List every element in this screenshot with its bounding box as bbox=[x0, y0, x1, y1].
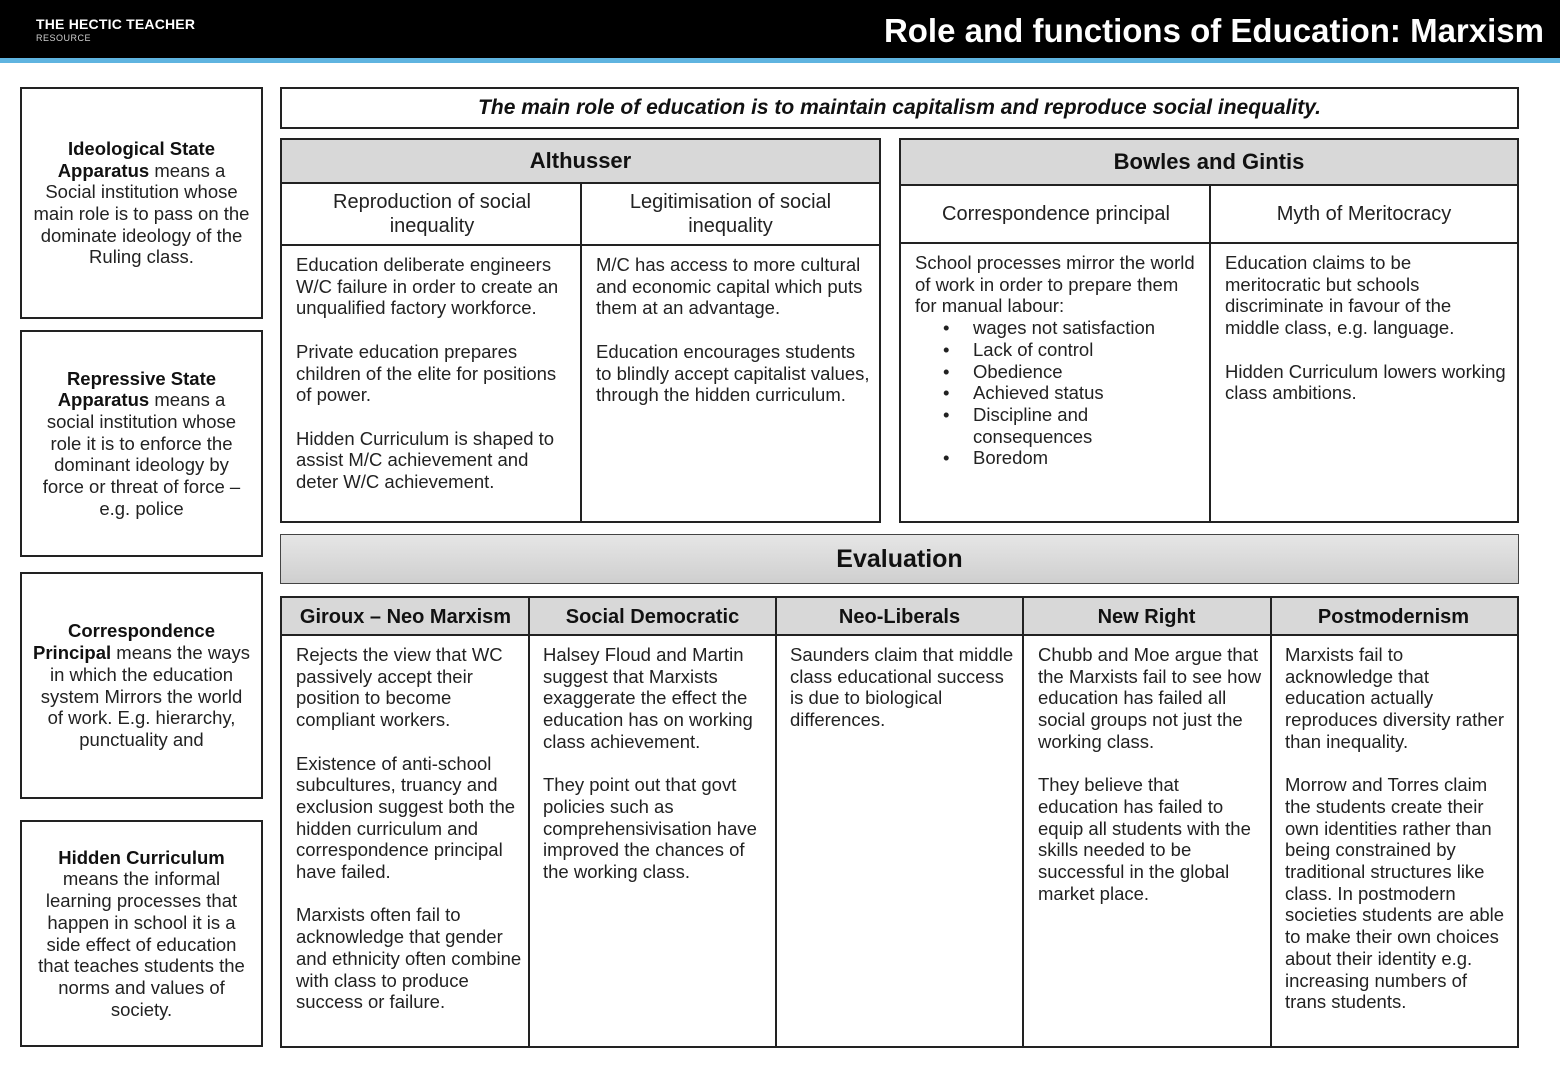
definition-body: means a social institution whose role it is to enforce the dominant ideology by force or threat of force – e.g. police bbox=[42, 389, 241, 519]
althusser-col1-header: Reproduction of social inequality bbox=[282, 184, 582, 246]
paragraph: Chubb and Moe argue that the Marxists fail to see how education has failed all social groups not just the working class. bbox=[1038, 644, 1262, 752]
paragraph: Marxists often fail to acknowledge that gender and ethnicity often combine with class to produce success or failure. bbox=[296, 904, 522, 1013]
definition-box-correspondence bbox=[20, 572, 263, 799]
paragraph: Marxists fail to acknowledge that education actually reproduces diversity rather than inequality. bbox=[1285, 644, 1505, 752]
definition-text bbox=[32, 847, 251, 1021]
eval-header-neo-liberals: Neo-Liberals bbox=[838, 605, 961, 628]
brand-logo bbox=[36, 17, 195, 43]
eval-text-postmodernism bbox=[1285, 644, 1511, 1013]
althusser-col1-text bbox=[296, 254, 574, 493]
definition-term: Ideological State Apparatus bbox=[57, 137, 215, 181]
bullet-item: • Achieved status bbox=[943, 382, 1203, 404]
definition-term: Correspondence Principal bbox=[33, 620, 215, 664]
definition-term: Repressive State Apparatus bbox=[57, 367, 217, 411]
paragraph: Hidden Curriculum is shaped to assist M/C achievement and deter W/C achievement. bbox=[296, 427, 555, 492]
eval-text-neo-liberals bbox=[790, 644, 1016, 731]
eval-header-social-democratic: Social Democratic bbox=[565, 605, 740, 628]
paragraph: Saunders claim that middle class educational success is due to biological differences. bbox=[790, 644, 1014, 731]
column-divider bbox=[775, 598, 777, 1046]
althusser-title: Althusser bbox=[282, 140, 879, 184]
main-role-text: The main role of education is to maintain capitalism and reproduce social inequality. bbox=[478, 96, 1321, 119]
brand-name: THE HECTIC TEACHER bbox=[36, 16, 196, 32]
paragraph: They point out that govt policies such as comprehensivisation have improved the chances of the working class. bbox=[543, 774, 757, 883]
evaluation-heading: Evaluation bbox=[280, 534, 1519, 584]
column-divider bbox=[528, 598, 530, 1046]
eval-header-postmodernism: Postmodernism bbox=[1317, 605, 1470, 628]
eval-text-new-right bbox=[1038, 644, 1264, 904]
bullet-item: • Lack of control bbox=[943, 339, 1203, 361]
paragraph: Rejects the view that WC passively accept their position to become compliant workers. bbox=[296, 644, 503, 731]
main-role-banner bbox=[280, 87, 1519, 129]
bowles-gintis-table bbox=[899, 138, 1519, 523]
definition-text bbox=[32, 620, 251, 750]
header-divider bbox=[0, 58, 1560, 63]
column-divider bbox=[1209, 186, 1211, 521]
althusser-col2-text bbox=[596, 254, 874, 406]
definition-body: means the ways in which the education system Mirrors the world of work. E.g. hierarchy, punctuality and bbox=[40, 642, 250, 750]
paragraph: Hidden Curriculum lowers working class ambitions. bbox=[1225, 360, 1506, 404]
eval-header-new-right: New Right bbox=[1097, 605, 1196, 628]
paragraph: Education claims to be meritocratic but schools discriminate in favour of the middle class, e.g. language. bbox=[1225, 252, 1455, 339]
paragraph: Education deliberate engineers W/C failure in order to create an unqualified factory workforce. bbox=[296, 254, 559, 319]
bowles-col2-header: Myth of Meritocracy bbox=[1211, 186, 1517, 244]
paragraph: Morrow and Torres claim the students create their own identities rather than being constrained by traditional structures like class. In postmodern societies students are able to make their own choices about their identity e.g. increasing numbers of trans students. bbox=[1285, 774, 1505, 1013]
bowles-col2-text bbox=[1225, 252, 1507, 404]
bowles-col1-header: Correspondence principal bbox=[901, 186, 1211, 244]
bullet-item: • wages not satisfaction bbox=[943, 317, 1203, 339]
definition-text bbox=[32, 368, 251, 520]
definition-text bbox=[32, 138, 251, 268]
column-divider bbox=[580, 184, 582, 521]
eval-text-giroux bbox=[296, 644, 522, 1013]
bullet-list bbox=[943, 317, 1203, 469]
definition-body: means the informal learning processes that happen in school it is a side effect of education that teaches students the norms and values of society. bbox=[38, 868, 245, 1020]
column-divider bbox=[1270, 598, 1272, 1046]
definition-box-rsa bbox=[20, 330, 263, 557]
column-divider bbox=[1022, 598, 1024, 1046]
paragraph: Existence of anti-school subcultures, truancy and exclusion suggest both the hidden curriculum and correspondence principal have failed. bbox=[296, 752, 516, 883]
brand-subtitle: RESOURCE bbox=[36, 33, 92, 43]
bullet-item: • Obedience bbox=[943, 361, 1203, 383]
althusser-table bbox=[280, 138, 881, 523]
bowles-col1-text bbox=[915, 252, 1203, 469]
paragraph: They believe that education has failed to equip all students with the skills needed to be successful in the global market place. bbox=[1038, 774, 1251, 904]
paragraph: Private education prepares children of the elite for positions of power. bbox=[296, 340, 557, 406]
eval-text-social-democratic bbox=[543, 644, 769, 883]
definition-box-isa bbox=[20, 87, 263, 319]
eval-header-giroux: Giroux – Neo Marxism bbox=[299, 605, 512, 628]
evaluation-table bbox=[280, 596, 1519, 1048]
bullet-item: • Discipline and consequences bbox=[943, 404, 1203, 447]
paragraph: Education encourages students to blindly accept capitalist values, through the hidden curriculum. bbox=[596, 340, 870, 406]
header-bar bbox=[0, 0, 1560, 58]
paragraph: Halsey Floud and Martin suggest that Marxists exaggerate the effect the education has on working class achievement. bbox=[543, 644, 753, 752]
althusser-col2-header: Legitimisation of social inequality bbox=[582, 184, 879, 246]
definition-box-hidden-curriculum bbox=[20, 820, 263, 1047]
paragraph: School processes mirror the world of work in order to prepare them for manual labour: bbox=[915, 252, 1195, 317]
bowles-gintis-title: Bowles and Gintis bbox=[901, 140, 1517, 186]
definition-term: Hidden Curriculum bbox=[58, 846, 225, 868]
page-title: Role and functions of Education: Marxism bbox=[883, 12, 1544, 49]
definition-body: means a Social institution whose main role is to pass on the dominate ideology of the Ruling class. bbox=[33, 159, 250, 268]
paragraph: M/C has access to more cultural and economic capital which puts them at an advantage. bbox=[596, 254, 863, 319]
bullet-item: • Boredom bbox=[943, 447, 1203, 469]
